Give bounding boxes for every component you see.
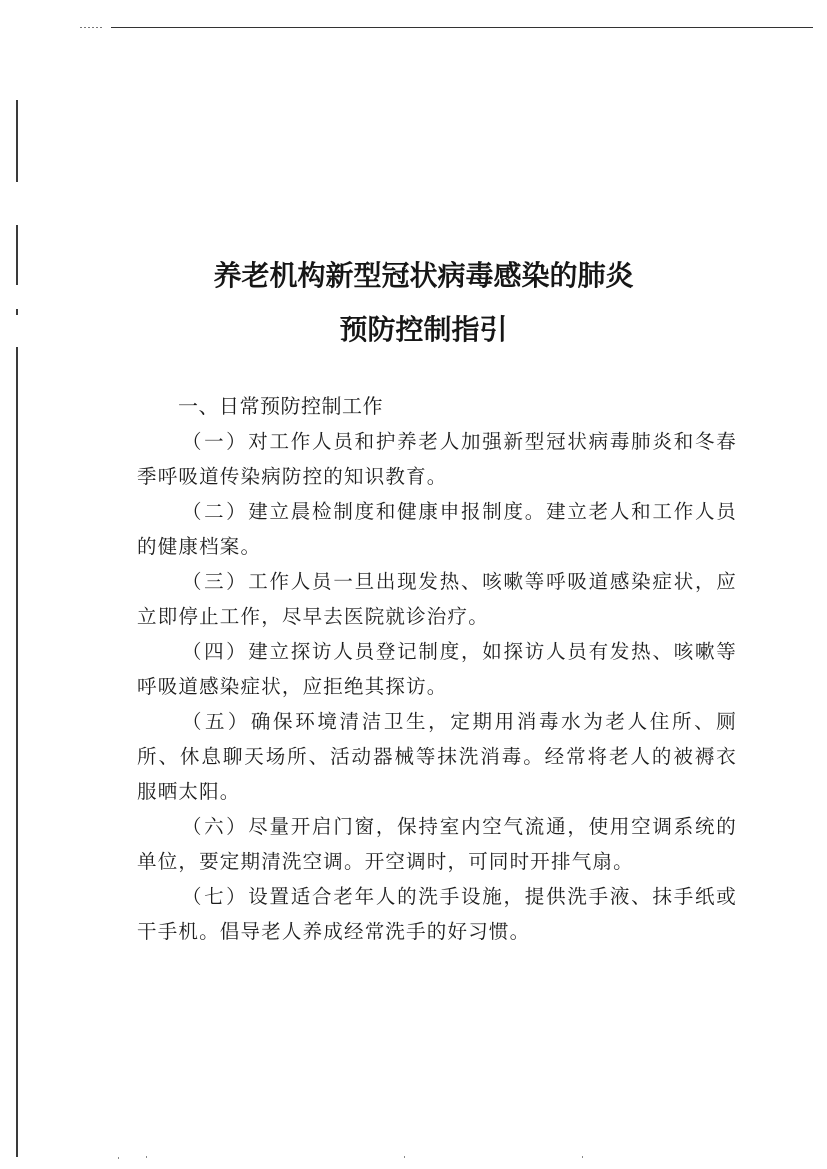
paragraph-3 [137,564,737,634]
paragraph-2 [137,494,737,564]
paragraph-text: 建立晨检制度和健康申报制度。建立老人和工作人员的健康档案。 [137,500,737,558]
scan-speck [146,1156,147,1158]
paragraph-text: 对工作人员和护养老人加强新型冠状病毒肺炎和冬春季呼吸道传染病防控的知识教育。 [137,430,737,488]
paragraph-text: 确保环境清洁卫生，定期用消毒水为老人住所、厕所、休息聊天场所、活动器械等抹洗消毒。经常将老人的被褥衣服晒太阳。 [137,710,737,803]
scan-speck [582,1156,583,1158]
paragraph-label: （二） [182,500,249,523]
paragraph-text: 工作人员一旦出现发热、咳嗽等呼吸道感染症状，应立即停止工作，尽早去医院就诊治疗。 [137,570,737,628]
scan-artifact-edge-line [16,347,18,1157]
document-title-line-1: 养老机构新型冠状病毒感染的肺炎 [213,259,634,292]
paragraph-1 [137,424,737,494]
paragraph-label: （五） [182,710,251,733]
section-heading: 一、日常预防控制工作 [178,394,383,418]
scan-artifact-top-rule [111,27,813,28]
scan-artifact-dash [80,27,102,28]
paragraph-6 [137,809,737,879]
scan-speck [404,1156,405,1158]
scan-speck [118,1157,119,1159]
paragraph-text: 设置适合老年人的洗手设施，提供洗手液、抹手纸或干手机。倡导老人养成经常洗手的好习惯。 [137,885,737,943]
paragraph-label: （四） [182,640,249,663]
paragraph-label: （七） [182,885,249,908]
paragraph-7 [137,879,737,949]
paragraph-text: 建立探访人员登记制度，如探访人员有发热、咳嗽等呼吸道感染症状，应拒绝其探访。 [137,640,737,698]
paragraph-4 [137,634,737,704]
paragraph-label: （三） [182,570,249,593]
paragraph-text: 尽量开启门窗，保持室内空气流通，使用空调系统的单位，要定期清洗空调。开空调时，可同时开排气扇。 [137,815,737,873]
document-title-line-2: 预防控制指引 [339,313,508,346]
section-body [137,424,737,949]
paragraph-label: （一） [182,430,249,453]
paragraph-5 [137,704,737,809]
scan-artifact-edge-line [16,100,18,182]
paragraph-label: （六） [182,815,249,838]
